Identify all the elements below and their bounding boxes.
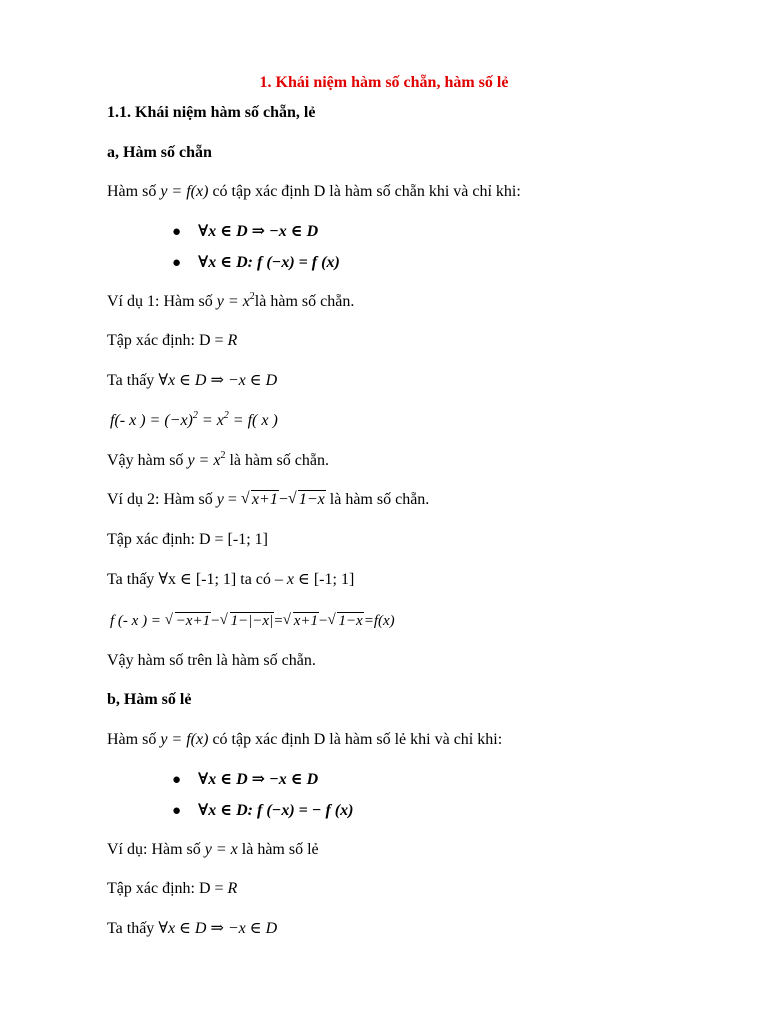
minus-sign: − bbox=[278, 491, 288, 508]
example-1-observation bbox=[107, 371, 277, 391]
conclusion-equation: y = x bbox=[187, 452, 221, 469]
observation-text-1: ∀x ∈ [-1; 1] ta có – bbox=[158, 571, 287, 588]
radical-icon: √ bbox=[282, 612, 291, 628]
odd-def-text-2: có tập xác định D là hàm số lẻ khi và chỉ khi: bbox=[208, 731, 503, 748]
example-1-intro: Ví dụ 1: Hàm số bbox=[107, 293, 217, 310]
radicand-2: 1−x bbox=[298, 491, 325, 508]
example-2-observation bbox=[107, 570, 354, 590]
example-1-y: y bbox=[216, 293, 224, 310]
calc-exponent-1: 2 bbox=[192, 410, 198, 421]
radicand-1: x+1 bbox=[251, 491, 278, 508]
radical-icon: √ bbox=[287, 490, 297, 507]
example-1-conclusion bbox=[107, 451, 329, 473]
example-2-tail: là hàm số chẵn. bbox=[325, 491, 430, 508]
example-1-domain bbox=[107, 331, 237, 351]
calc-part-3: = f( x ) bbox=[228, 412, 278, 429]
radical-icon: √ bbox=[164, 612, 173, 628]
calc-part-1: f(- x ) = (−x) bbox=[110, 412, 193, 429]
example-3 bbox=[107, 840, 319, 860]
example-1-tail: là hàm số chẵn. bbox=[254, 293, 355, 310]
sqrt-2 bbox=[288, 490, 326, 510]
odd-condition-2-text: ∀x ∈ D: f (−x) = − f (x) bbox=[198, 802, 354, 819]
observation-label: Ta thấy bbox=[107, 920, 159, 937]
example-2-intro: Ví dụ 2: Hàm số bbox=[107, 491, 217, 508]
conclusion-text-2: là hàm số chẵn. bbox=[225, 452, 329, 469]
radicand-5: x+1 bbox=[293, 613, 318, 629]
sqrt-1 bbox=[241, 490, 279, 510]
bullet-icon: ● bbox=[172, 255, 182, 271]
example-1-exponent: 2 bbox=[249, 291, 255, 302]
bullet-icon: ● bbox=[172, 803, 182, 819]
example-2-eq: = bbox=[223, 491, 241, 508]
radical-icon: √ bbox=[327, 612, 336, 628]
domain-label: Tập xác định: D = bbox=[107, 332, 228, 349]
conclusion-text-1: Vậy hàm số bbox=[107, 452, 188, 469]
observation-expression: ∀x ∈ D ⇒ −x ∈ D bbox=[158, 920, 278, 937]
calc-end: =f(x) bbox=[363, 613, 395, 629]
sqrt-5 bbox=[283, 611, 319, 631]
observation-label: Ta thấy bbox=[107, 571, 159, 588]
bullet-icon: ● bbox=[172, 224, 182, 240]
minus-sign: − bbox=[211, 613, 220, 629]
even-definition bbox=[107, 182, 521, 202]
observation-label: Ta thấy bbox=[107, 372, 159, 389]
odd-def-text-1: Hàm số bbox=[107, 731, 161, 748]
example-3-observation bbox=[107, 919, 277, 939]
even-def-text-2: có tập xác định D là hàm số chẵn khi và chỉ khi: bbox=[208, 183, 521, 200]
even-condition-1-text: ∀x ∈ D ⇒ −x ∈ D bbox=[198, 223, 319, 240]
example-3-tail: là hàm số lẻ bbox=[237, 841, 319, 858]
odd-condition-1-text: ∀x ∈ D ⇒ −x ∈ D bbox=[198, 771, 319, 788]
example-2-conclusion: Vậy hàm số trên là hàm số chẵn. bbox=[107, 652, 316, 669]
example-3-eq: y = x bbox=[204, 841, 238, 858]
calc-part-2: = x bbox=[197, 412, 224, 429]
radicand-4: 1−|−x| bbox=[230, 613, 274, 629]
odd-def-equation: y = f(x) bbox=[160, 731, 209, 748]
domain-value: R bbox=[227, 880, 238, 897]
subsection-heading: 1.1. Khái niệm hàm số chẵn, lẻ bbox=[107, 104, 316, 121]
observation-text-2: ∈ [-1; 1] bbox=[294, 571, 355, 588]
sqrt-3 bbox=[165, 611, 211, 631]
example-1-eq: = x bbox=[223, 293, 250, 310]
domain-value: R bbox=[227, 332, 238, 349]
even-condition-2 bbox=[172, 253, 340, 273]
domain-label: Tập xác định: D = bbox=[107, 880, 228, 897]
example-3-intro: Ví dụ: Hàm số bbox=[107, 841, 205, 858]
conclusion-exponent: 2 bbox=[220, 450, 226, 461]
minus-sign: − bbox=[318, 613, 328, 629]
equals-sign: = bbox=[274, 613, 283, 629]
even-condition-2-text: ∀x ∈ D: f (−x) = f (x) bbox=[198, 254, 340, 271]
example-1 bbox=[107, 292, 354, 314]
radicand-6: 1−x bbox=[338, 613, 363, 629]
example-2-domain: Tập xác định: D = [-1; 1] bbox=[107, 531, 268, 548]
bullet-icon: ● bbox=[172, 772, 182, 788]
sqrt-6 bbox=[327, 611, 363, 631]
radicand-3: −x+1 bbox=[175, 613, 211, 629]
example-3-domain bbox=[107, 879, 237, 899]
section-title: 1. Khái niệm hàm số chẵn, hàm số lẻ bbox=[259, 74, 509, 91]
even-condition-1 bbox=[172, 222, 318, 242]
radical-icon: √ bbox=[219, 612, 228, 628]
calc-head: f (- x ) = bbox=[110, 613, 165, 629]
radical-icon: √ bbox=[240, 490, 250, 507]
odd-condition-2 bbox=[172, 801, 353, 821]
even-def-text-1: Hàm số bbox=[107, 183, 161, 200]
odd-condition-1 bbox=[172, 770, 318, 790]
sqrt-4 bbox=[220, 611, 275, 631]
observation-x: x bbox=[286, 571, 294, 588]
odd-definition bbox=[107, 730, 502, 750]
example-1-calculation bbox=[110, 411, 278, 433]
heading-odd-function: b, Hàm số lẻ bbox=[107, 691, 192, 708]
observation-expression: ∀x ∈ D ⇒ −x ∈ D bbox=[158, 372, 278, 389]
even-def-equation: y = f(x) bbox=[160, 183, 209, 200]
example-2-calculation bbox=[110, 611, 395, 631]
heading-even-function: a, Hàm số chẵn bbox=[107, 144, 212, 161]
example-2 bbox=[107, 490, 429, 510]
example-2-y: y bbox=[216, 491, 224, 508]
calc-exponent-2: 2 bbox=[223, 410, 229, 421]
